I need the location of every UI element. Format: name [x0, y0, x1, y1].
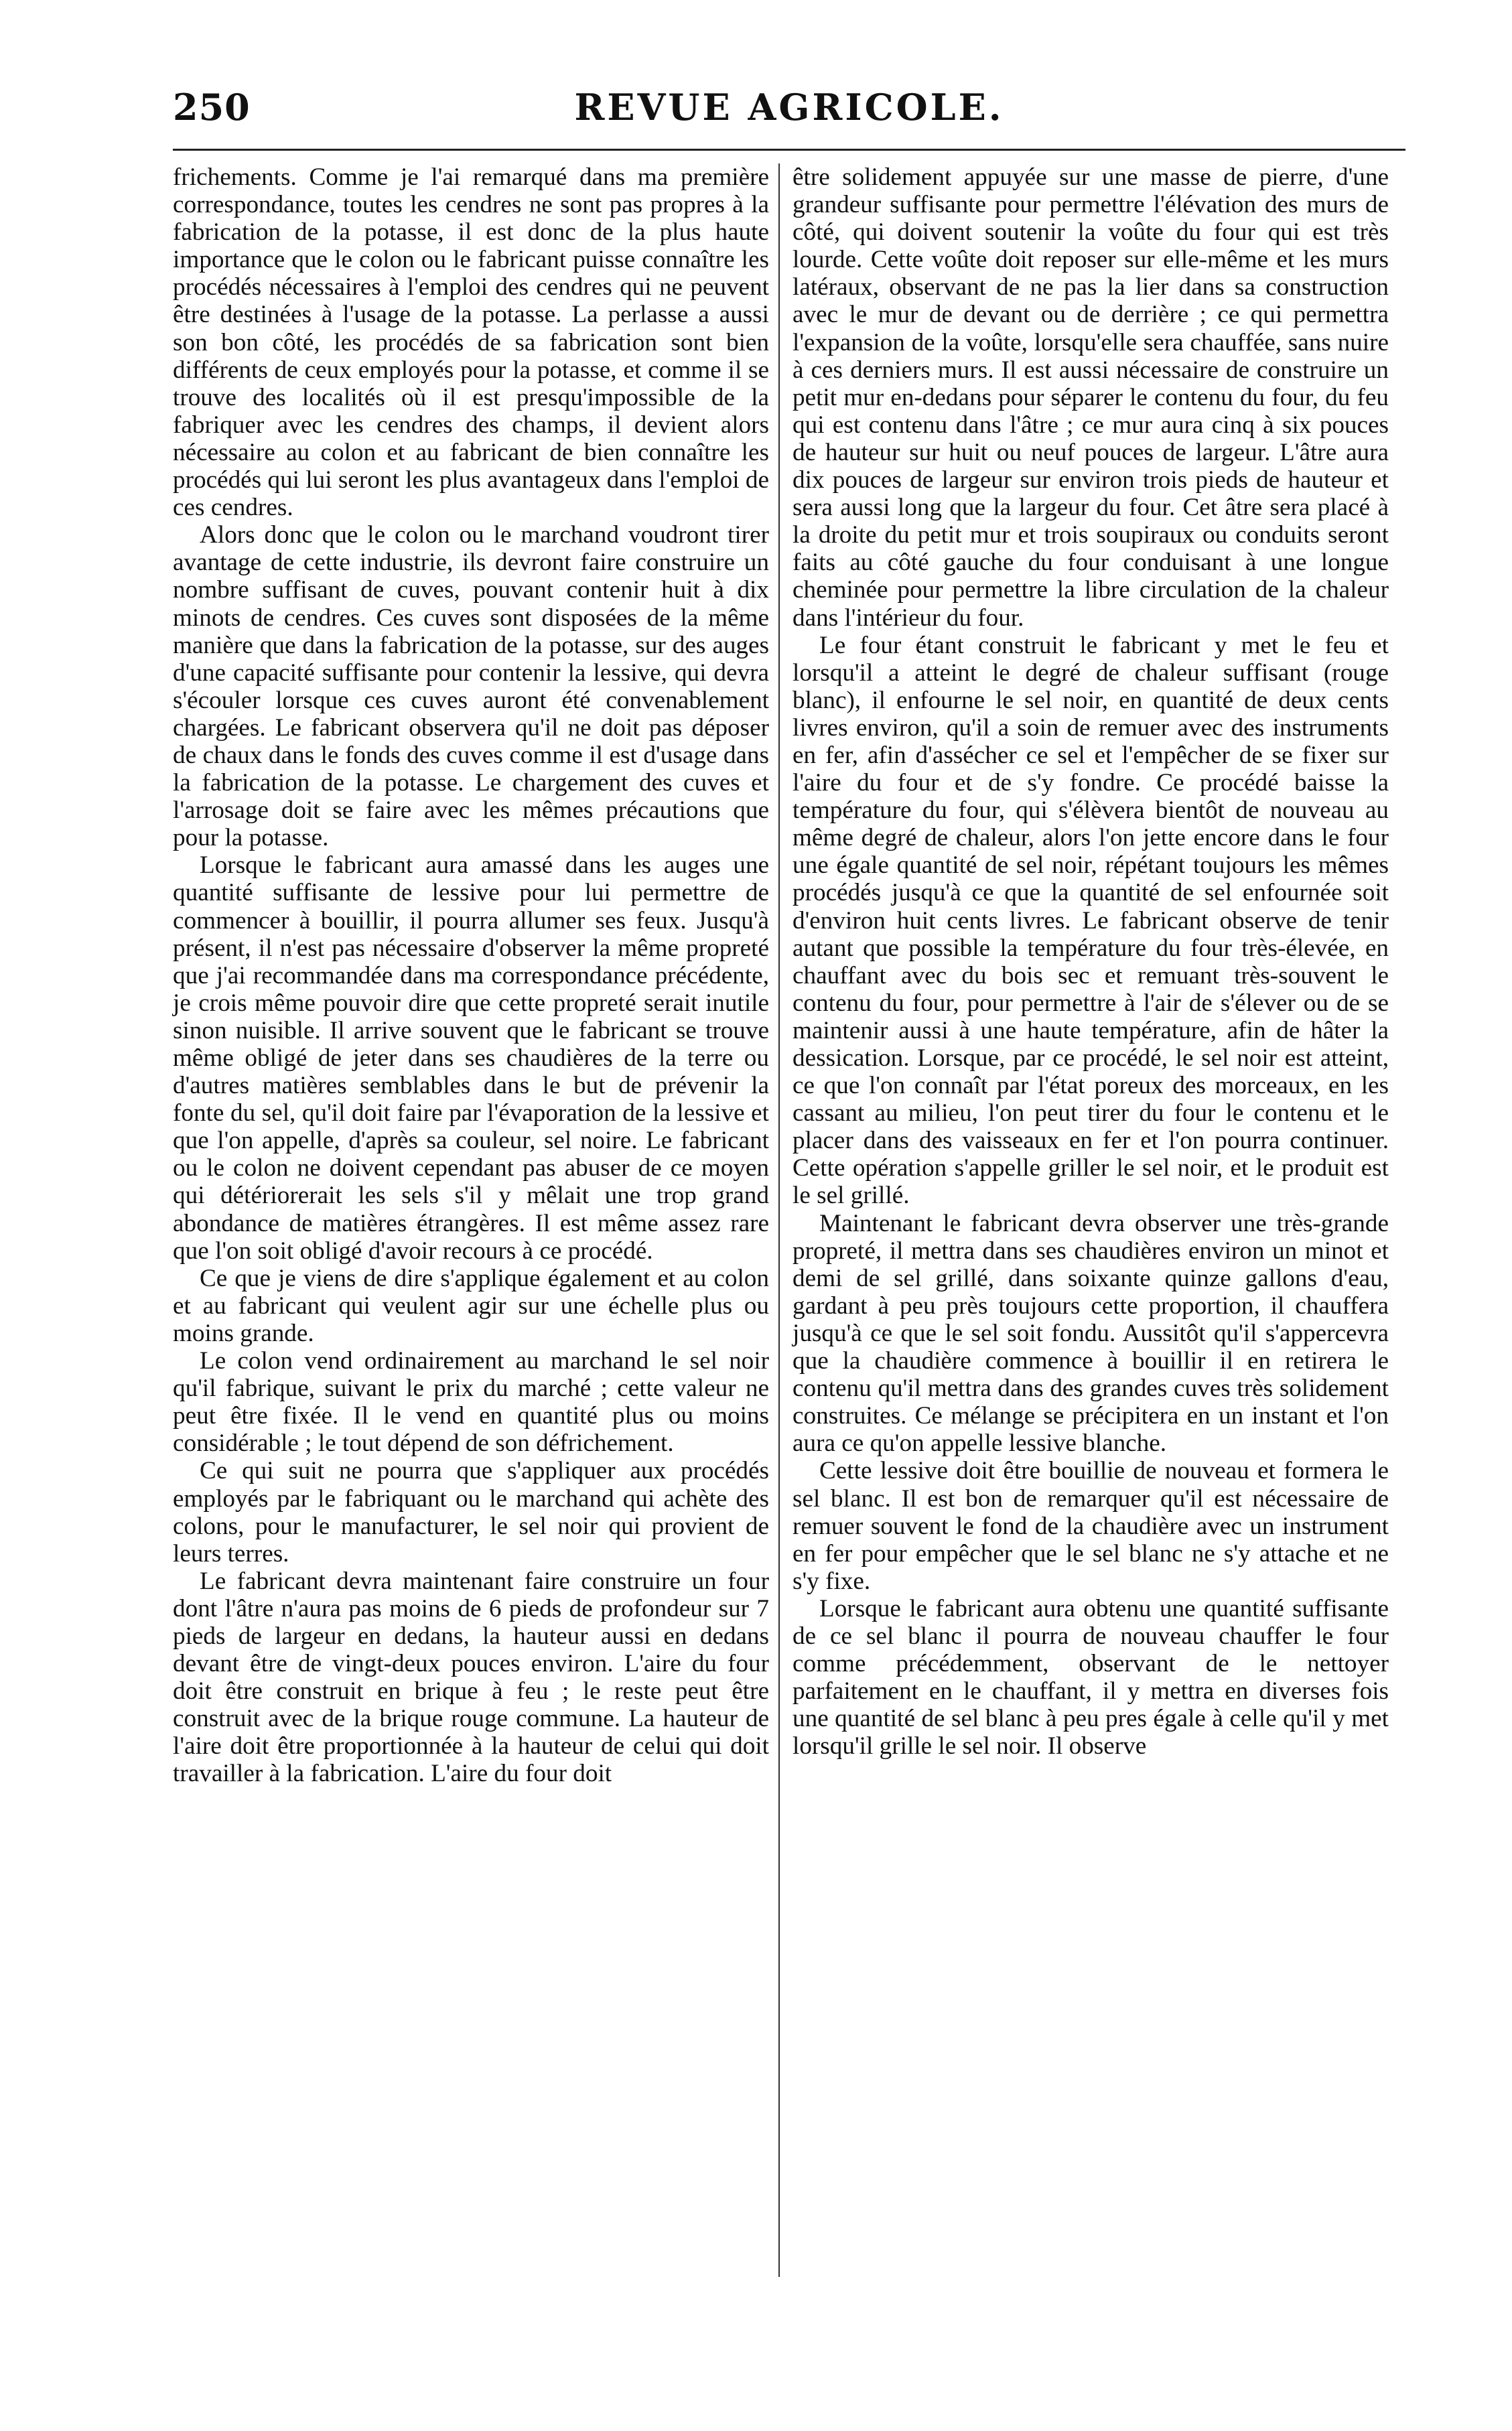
paragraph: Le fabricant devra maintenant faire construire un four dont l'âtre n'aura pas moins de 6 pieds de profondeur sur 7 pieds de largeur en dedans, la hauteur aussi en dedans devant être de vingt-deux pouces environ. L'aire du four doit être construit en brique à feu ; le reste peut être construit avec de la brique rouge commune. La hauteur de l'aire doit être proportionnée à la hauteur de celui qui doit travailler à la fabrication. L'aire du four doit: [173, 1567, 769, 1788]
page-number: 250: [173, 86, 251, 129]
page-header: [173, 86, 1405, 139]
paragraph: être solidement appuyée sur une masse de pierre, d'une grandeur suffisante pour permettre l'élévation des murs de côté, qui doivent soutenir la voûte du four qui est très lourde. Cette voûte doit reposer sur elle-même et les murs latéraux, observant de ne pas la lier dans sa construction avec le mur de devant ou de derrière ; ce qui permettra l'expansion de la voûte, lorsqu'elle sera chauffée, sans nuire à ces derniers murs. Il est aussi nécessaire de construire un petit mur en-dedans pour séparer le contenu du four, du feu qui est contenu dans l'âtre ; ce mur aura cinq à six pouces de hauteur sur huit ou neuf pouces de largeur. L'âtre aura dix pouces de largeur sur environ trois pieds de hauteur et sera aussi long que la largeur du four. Cet âtre sera placé à la droite du petit mur et trois soupiraux ou conduits seront faits au côté gauche du four conduisant à une longue cheminée pour permettre la libre circulation de la chaleur dans l'intérieur du four.: [793, 163, 1389, 632]
paragraph: Le colon vend ordinairement au marchand le sel noir qu'il fabrique, suivant le prix du marché ; cette valeur ne peut être fixée. Il le vend en quantité plus ou moins considérable ; le tout dépend de son défrichement.: [173, 1347, 769, 1458]
paragraph: Lorsque le fabricant aura amassé dans les auges une quantité suffisante de lessive pour lui permettre de commencer à bouillir, il pourra allumer ses feux. Jusqu'à présent, il n'est pas nécessaire d'observer la même propreté que j'ai recommandée dans ma correspondance précédente, je crois même pouvoir dire que cette propreté serait inutile sinon nuisible. Il arrive souvent que le fabricant se trouve même obligé de jeter dans ses chaudières de la terre ou d'autres matières semblables dans le but de prévenir la fonte du sel, qu'il doit faire par l'évaporation de la lessive et que l'on appelle, d'après sa couleur, sel noire. Le fabricant ou le colon ne doivent cependant pas abuser de ce moyen qui détériorerait les sels s'il y mêlait une trop grand abondance de matières étrangères. Il est même assez rare que l'on soit obligé d'avoir recours à ce procédé.: [173, 851, 769, 1265]
paragraph: Le four étant construit le fabricant y met le feu et lorsqu'il a atteint le degré de chaleur suffisant (rouge blanc), il enfourne le sel noir, en quantité de deux cents livres environ, qu'il a soin de remuer avec des instruments en fer, afin d'assécher ce sel et l'empêcher de se fixer sur l'aire du four et de s'y fondre. Ce procédé baisse la température du four, qui s'élèvera bientôt de nouveau au même degré de chaleur, alors l'on jette encore dans le four une égale quantité de sel noir, répétant toujours les mêmes procédés jusqu'à ce que la quantité de sel enfournée soit d'environ huit cents livres. Le fabricant observe de tenir autant que possible la température du four très-élevée, en chauffant avec du bois sec et remuant très-souvent le contenu du four, pour permettre à l'air de s'élever ou de se maintenir aussi à une haute température, afin de hâter la dessication. Lorsque, par ce procédé, le sel noir est atteint, ce que l'on connaît par l'état poreux des morceaux, en les cassant au milieu, l'on peut tirer du four le contenu et le placer dans des vaisseaux en fer et l'on pourra continuer. Cette opération s'appelle griller le sel noir, et le produit est le sel grillé.: [793, 631, 1389, 1210]
paragraph: Cette lessive doit être bouillie de nouveau et formera le sel blanc. Il est bon de remarquer qu'il est nécessaire de remuer souvent le fond de la chaudière avec un instrument en fer pour empêcher que le sel blanc ne s'y attache et ne s'y fixe.: [793, 1457, 1389, 1595]
paragraph: Ce qui suit ne pourra que s'appliquer aux procédés employés par le fabriquant ou le marchand qui achète des colons, pour le manufacturer, le sel noir qui provient de leurs terres.: [173, 1457, 769, 1568]
running-head: REVUE AGRICOLE.: [574, 86, 1004, 129]
paragraph: Lorsque le fabricant aura obtenu une quantité suffisante de ce sel blanc il pourra de nouveau chauffer le four comme précédemment, observant de le nettoyer parfaitement en le chauffant, il y mettra en diverses fois une quantité de sel blanc à peu pres égale à celle qu'il y met lorsqu'il grille le sel noir. Il observe: [793, 1594, 1389, 1760]
left-column: [173, 163, 769, 1788]
right-column: [793, 163, 1389, 1760]
header-rule: [173, 149, 1405, 151]
paragraph: Alors donc que le colon ou le marchand voudront tirer avantage de cette industrie, ils devront faire construire un nombre suffisant de cuves, pouvant contenir huit à dix minots de cendres. Ces cuves sont disposées de la même manière que dans la fabrication de la potasse, sur des auges d'une capacité suffisante pour contenir la lessive, qui devra s'écouler lorsque ces cuves auront été convenablement chargées. Le fabricant observera qu'il ne doit pas déposer de chaux dans le fonds des cuves comme il est d'usage dans la fabrication de la potasse. Le chargement des cuves et l'arrosage doit se faire avec les mêmes précautions que pour la potasse.: [173, 521, 769, 852]
paragraph: frichements. Comme je l'ai remarqué dans ma première correspondance, toutes les cendres ne sont pas propres à la fabrication de la potasse, il est donc de la plus haute importance que le colon ou le fabricant puisse connaître les procédés nécessaires à l'emploi des cendres qui ne peuvent être destinées à l'usage de la potasse. La perlasse a aussi son bon côté, les procédés de sa fabrication sont bien différents de ceux employés pour la potasse, et comme il se trouve des localités où il est presqu'impossible de la fabriquer avec les cendres des champs, il devient alors nécessaire au colon et au fabricant de bien connaître les procédés qui lui seront les plus avantageux dans l'emploi de ces cendres.: [173, 163, 769, 522]
paragraph: Ce que je viens de dire s'applique également et au colon et au fabricant qui veulent agir sur une échelle plus ou moins grande.: [173, 1264, 769, 1347]
paragraph: Maintenant le fabricant devra observer une très-grande propreté, il mettra dans ses chaudières environ un minot et demi de sel grillé, dans soixante quinze gallons d'eau, gardant à peu près toujours cette proportion, il chauffera jusqu'à ce que le sel soit fondu. Aussitôt qu'il s'appercevra que la chaudière commence à bouillir il en retirera le contenu qu'il mettra dans des grandes cuves très solidement construites. Ce mélange se précipitera en un instant et l'on aura ce qu'on appelle lessive blanche.: [793, 1209, 1389, 1458]
column-divider: [778, 163, 780, 2277]
